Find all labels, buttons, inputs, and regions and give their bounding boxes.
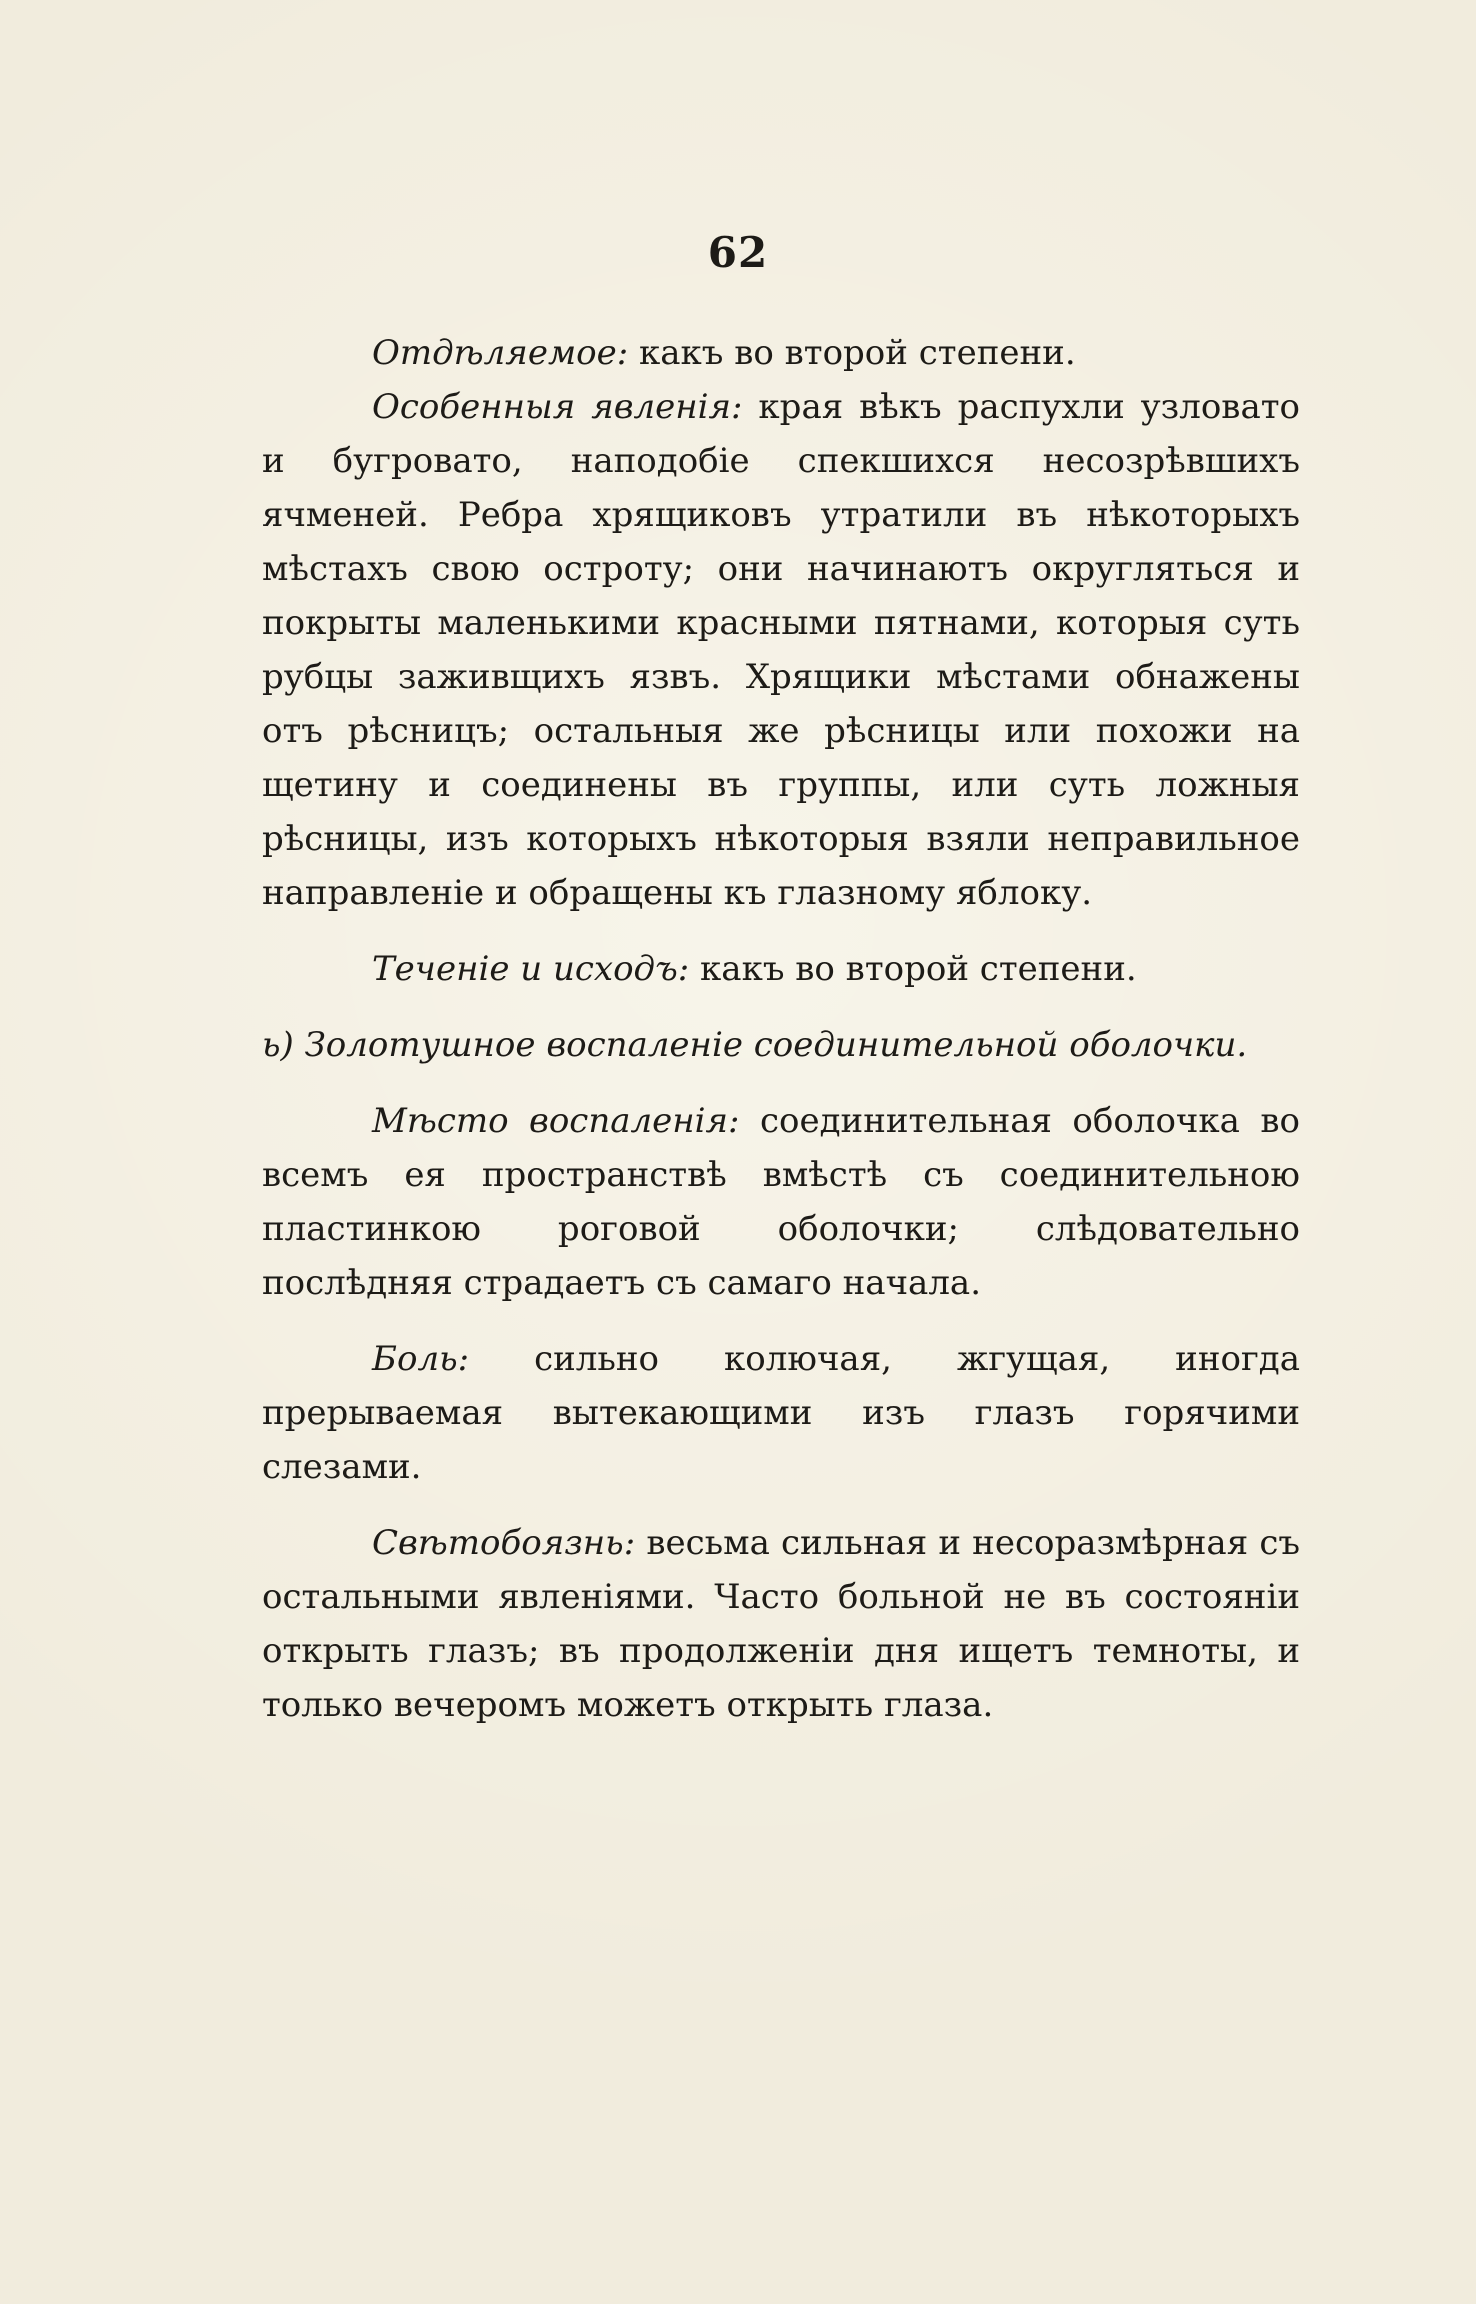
- paragraph-text: сильно колючая, жгущая, иногда прерываемая вытекающими изъ глазъ горячими слезами.: [262, 1339, 1300, 1487]
- paragraph-text: весьма сильная и несоразмѣрная съ остальными явленіями. Часто больной не въ состояніи открыть глазъ; въ продолженіи дня ищетъ темноты, и только вечеромъ можетъ открыть глаза.: [262, 1523, 1300, 1725]
- paragraph-photophobia: [262, 1516, 1300, 1732]
- paragraph-course-outcome: [262, 942, 1300, 996]
- paragraph-text: какъ во второй степени.: [628, 333, 1076, 373]
- paragraph-text: соединительная оболочка во всемъ ея пространствѣ вмѣстѣ съ соединительною пластинкою роговой оболочки; слѣдовательно послѣдняя страдаетъ съ самаго начала.: [262, 1101, 1300, 1303]
- paragraph-text: края вѣкъ распухли узловато и бугровато, наподобіе спекшихся несозрѣвшихъ ячменей. Ребра хрящиковъ утратили въ нѣкоторыхъ мѣстахъ свою остроту; они начинаютъ округляться и покрыты маленькими красными пятнами, которыя суть рубцы заживщихъ язвъ. Хрящики мѣстами обнажены отъ рѣсницъ; остальныя же рѣсницы или похожи на щетину и соединены въ группы, или суть ложныя рѣсницы, изъ которыхъ нѣкоторыя взяли неправильное направленіе и обращены къ глазному яблоку.: [262, 387, 1300, 913]
- paragraph-label: Мѣсто воспаленія:: [372, 1101, 740, 1141]
- paragraph-label: Отдѣляемое:: [372, 333, 629, 373]
- paragraph-label: Боль:: [372, 1339, 470, 1379]
- paragraph-inflammation-site: [262, 1094, 1300, 1310]
- paragraph-text: какъ во второй степени.: [689, 949, 1137, 989]
- section-heading: [262, 1018, 1300, 1072]
- paragraph-special-symptoms: [262, 380, 1300, 920]
- paragraph-pain: [262, 1332, 1300, 1494]
- body-text: [262, 326, 1300, 1732]
- paragraph-label: Теченіе и исходъ:: [372, 949, 690, 989]
- paragraph-discharge: [262, 326, 1300, 380]
- page-number: 62: [707, 228, 769, 277]
- paragraph-label: Свѣтобоязнь:: [372, 1523, 636, 1563]
- paragraph-label: Особенныя явленія:: [372, 387, 743, 427]
- section-heading-text: ь) Золотушное воспаленіе соединительной оболочки.: [262, 1025, 1248, 1065]
